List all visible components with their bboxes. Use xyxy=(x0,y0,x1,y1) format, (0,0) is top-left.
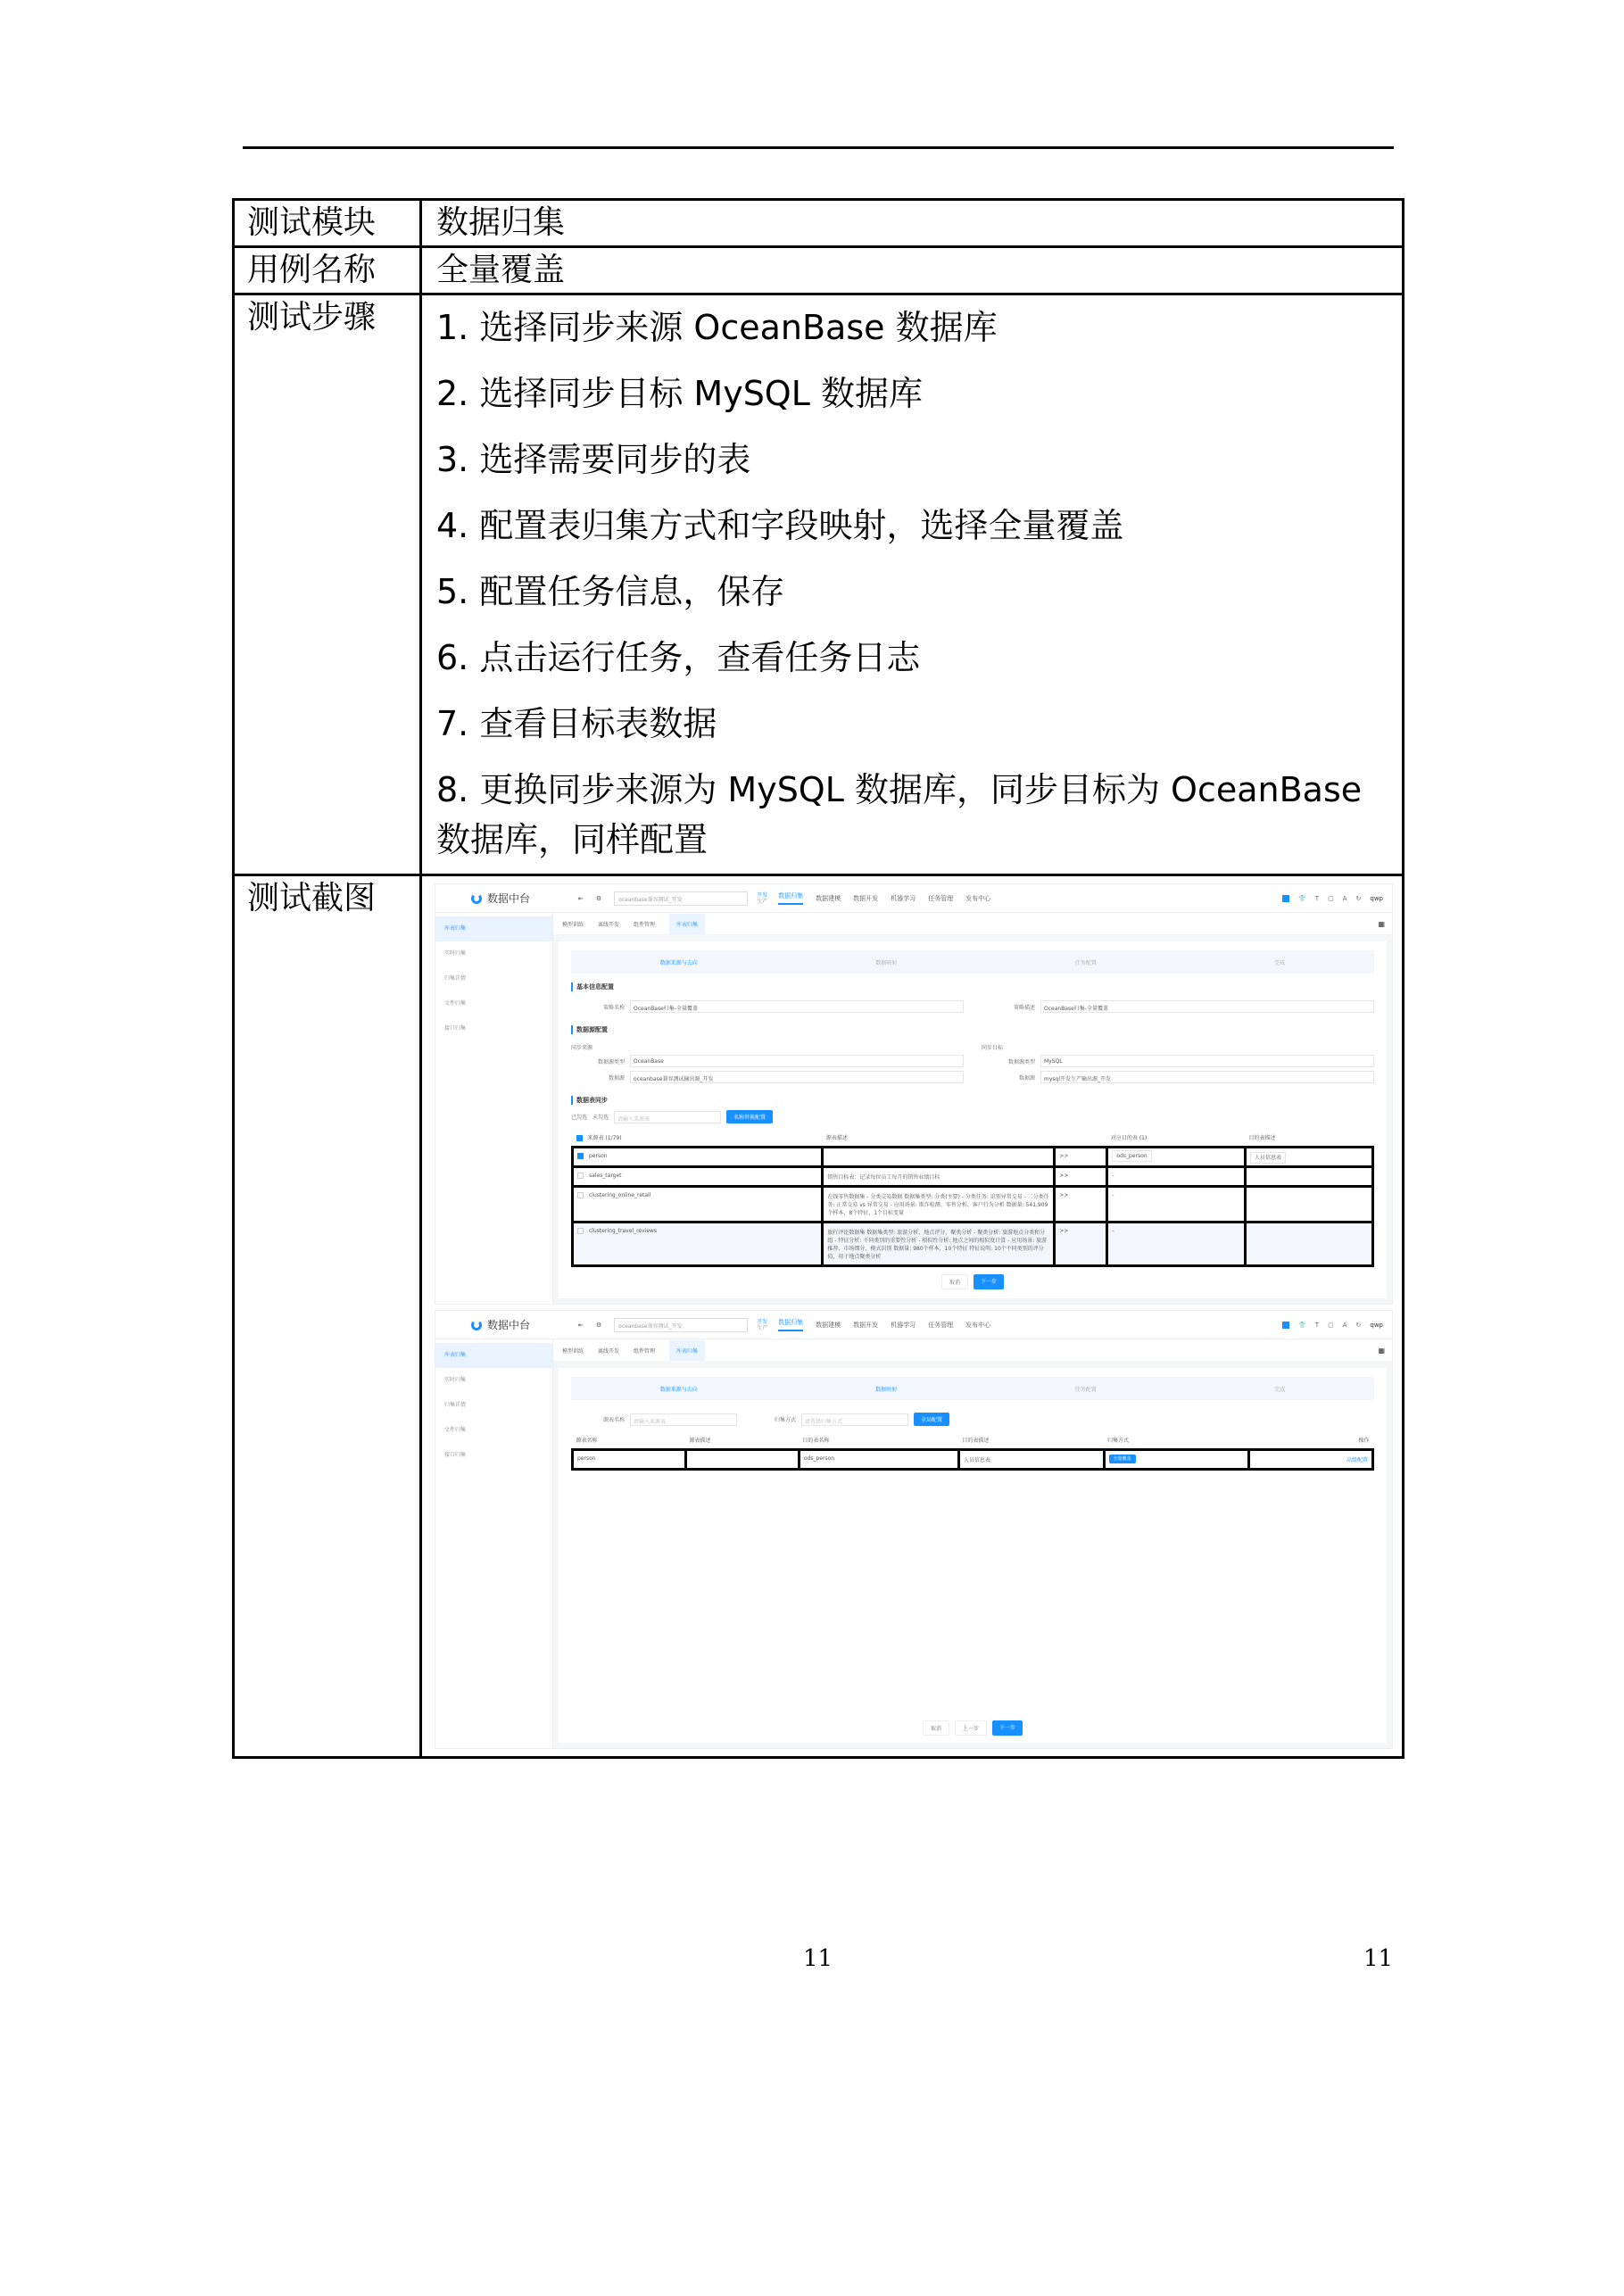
workspace-icon: ⚙ xyxy=(595,1321,602,1329)
tab-model-training[interactable]: 模型训练 xyxy=(562,921,584,928)
nav-task[interactable]: 任务管理 xyxy=(928,894,954,902)
nav-task[interactable]: 任务管理 xyxy=(928,1321,954,1329)
mode-tag[interactable]: 全量覆盖 xyxy=(1109,1455,1136,1463)
header-src-name: 源表名称 xyxy=(573,1431,686,1450)
header-arrow xyxy=(1055,1129,1107,1148)
wizard-step-4: 完成 xyxy=(1274,959,1286,966)
row-tdesc: 人员信息表 xyxy=(958,1450,1104,1470)
dst-ds-select[interactable]: mysql开发生产输出源_开发 xyxy=(1040,1071,1374,1083)
step-2: 2. 选择同步目标 MySQL 数据库 xyxy=(436,374,923,413)
refresh-icon[interactable]: ↻ xyxy=(1355,894,1362,902)
test-case-table xyxy=(232,198,1404,1759)
row-checkbox[interactable] xyxy=(577,1192,584,1198)
sidebar-item-realtime[interactable]: 实时归集 xyxy=(444,1377,467,1383)
target-desc-input[interactable]: 人员信息表 xyxy=(1250,1152,1286,1164)
shirt-icon[interactable]: 👕 xyxy=(1298,894,1306,902)
nav-ml[interactable]: 机器学习 xyxy=(891,1321,916,1329)
fullscreen-icon[interactable]: ▢ xyxy=(1328,1321,1334,1329)
font-size-icon[interactable]: T xyxy=(1314,894,1320,902)
tab-model-training[interactable]: 模型训练 xyxy=(562,1347,584,1355)
sidebar-item-table-collect[interactable]: 库表归集 xyxy=(435,916,552,941)
advanced-config-link[interactable]: 高级配置 xyxy=(1346,1457,1368,1463)
header-src-desc: 源表描述 xyxy=(685,1431,799,1450)
step-4: 4. 配置表归集方式和字段映射，选择全量覆盖 xyxy=(436,506,1124,545)
row-name: person xyxy=(589,1153,608,1159)
step-6: 6. 点击运行任务，查看任务日志 xyxy=(436,638,921,677)
sidebar-item-detail[interactable]: 归集详情 xyxy=(444,1402,467,1408)
row-src: person xyxy=(573,1450,686,1470)
wizard-step-1: 数据来源与去向 xyxy=(659,959,698,966)
header-src: 来源表 (1/79) xyxy=(587,1135,622,1141)
mapping-table xyxy=(571,1431,1374,1471)
user-menu[interactable]: qwp xyxy=(1370,1321,1383,1329)
tab-table-collect[interactable]: 库表归集 xyxy=(669,1340,705,1361)
env-prod[interactable]: 生产 xyxy=(757,898,768,905)
nav-data-collect[interactable]: 数据归集 xyxy=(778,891,803,905)
sidebar-item-realtime[interactable]: 实时归集 xyxy=(444,950,467,957)
row-arrow: >> xyxy=(1055,1223,1107,1266)
row-checkbox[interactable] xyxy=(577,1228,584,1234)
page-number-center: 11 xyxy=(803,1945,833,1972)
row-arrow: >> xyxy=(1055,1187,1107,1223)
next-button[interactable]: 下一步 xyxy=(992,1720,1023,1736)
env-switch[interactable] xyxy=(757,1319,767,1331)
steps-list xyxy=(421,294,1404,875)
src-ds-select[interactable]: oceanbase兼容测试输出源_开发 xyxy=(630,1071,964,1083)
header-rule xyxy=(243,146,1394,149)
logo-icon xyxy=(471,1320,482,1330)
src-type-label: 数据源类型 xyxy=(597,1058,625,1065)
wizard-steps xyxy=(571,1377,1374,1400)
src-name-input[interactable]: 请输入来源表 xyxy=(630,1413,737,1426)
table-row xyxy=(573,1223,1373,1266)
page-tabs xyxy=(553,913,1392,934)
wizard-step-4: 完成 xyxy=(1274,1386,1286,1393)
logo-text: 数据中台 xyxy=(487,892,531,905)
label-screenshots: 测试截图 xyxy=(234,875,421,1758)
label-case-name: 用例名称 xyxy=(234,247,421,294)
src-ds-label: 数据源 xyxy=(608,1074,625,1082)
workspace-select[interactable]: oceanbase兼容测试_开发 xyxy=(614,891,748,906)
nav-data-dev[interactable]: 数据开发 xyxy=(853,1321,879,1329)
cancel-button[interactable]: 取消 xyxy=(923,1720,949,1736)
screenshot-data-mapping xyxy=(435,1310,1393,1749)
rename-config-button[interactable]: 名称替换配置 xyxy=(726,1110,773,1123)
prev-button[interactable]: 上一步 xyxy=(955,1720,987,1736)
wizard-step-2: 数据映射 xyxy=(875,1386,898,1393)
screenshot-source-target xyxy=(435,883,1393,1305)
table-row xyxy=(573,1148,1373,1167)
row-name: sales_target xyxy=(589,1173,622,1179)
filter-checked[interactable]: 已勾选 xyxy=(571,1115,588,1121)
env-dev[interactable]: 开发 xyxy=(757,891,768,899)
refresh-icon[interactable]: ↻ xyxy=(1355,1321,1362,1329)
sidebar-item-api[interactable]: 接口归集 xyxy=(444,1025,467,1032)
theme-icon[interactable] xyxy=(1282,1322,1289,1329)
sidebar xyxy=(435,913,553,1304)
row-target: - xyxy=(1107,1187,1246,1223)
step-3: 3. 选择需要同步的表 xyxy=(436,440,751,479)
toolbar-icons xyxy=(1282,895,1383,902)
label-steps: 测试步骤 xyxy=(234,294,421,875)
desc-label: 策略描述 xyxy=(1013,1004,1035,1011)
dst-type-label: 数据源类型 xyxy=(1007,1058,1035,1065)
header-target: 对应目的表 (1) xyxy=(1107,1129,1246,1148)
row-desc: 旅行评论数据集 数据集类型: 旅游分析、地点评分、聚类分析 - 聚类分析: 旅游地点分类和分组 - 特征分析: 不同类别的重要性分析 - 相似性分析: 地点之间的相似度计算 - 应用场景: 旅游推荐、市场细分、模式识别 数据量: 980个样本，10个特征 特征说明: 10个不同类别的评分值，用于地点聚类分析 xyxy=(823,1223,1055,1266)
row-target: - xyxy=(1107,1167,1246,1187)
sidebar-item-detail[interactable]: 归集详情 xyxy=(444,975,467,982)
dst-ds-label: 数据源 xyxy=(1018,1074,1035,1082)
nav-ml[interactable]: 机器学习 xyxy=(891,894,916,902)
row-name: clustering_online_retail xyxy=(589,1192,651,1198)
grid-icon[interactable]: ▦ xyxy=(1378,1346,1385,1355)
value-case-name: 全量覆盖 xyxy=(421,247,1404,294)
step-8: 8. 更换同步来源为 MySQL 数据库，同步目标为 OceanBase 数据库，同样配置 xyxy=(436,770,1363,859)
cancel-button[interactable]: 取消 xyxy=(941,1274,968,1289)
mode-label: 归集方式 xyxy=(774,1417,796,1423)
logo-text: 数据中台 xyxy=(487,1319,531,1331)
nav-publish[interactable]: 发布中心 xyxy=(965,894,991,902)
top-bar xyxy=(435,1311,1392,1339)
strategy-name-input[interactable]: OceanBase归集-全量覆盖 xyxy=(630,1000,964,1013)
row-desc xyxy=(823,1148,1055,1167)
sidebar-item-file[interactable]: 文件归集 xyxy=(444,1427,467,1433)
src-name-label: 源表名称 xyxy=(602,1417,625,1423)
sidebar-item-file[interactable]: 文件归集 xyxy=(444,1000,467,1007)
row-name: clustering_travel_reviews xyxy=(589,1228,658,1234)
row-checkbox[interactable] xyxy=(577,1153,584,1159)
table-row xyxy=(573,1187,1373,1223)
grid-icon[interactable]: ▦ xyxy=(1378,919,1385,928)
collapse-icon[interactable]: ⇤ xyxy=(578,894,584,902)
section-datasource: 数据源配置 xyxy=(571,1025,1374,1034)
header-desc: 源表描述 xyxy=(823,1129,1055,1148)
table-search-input[interactable]: 请输入来源表 xyxy=(614,1111,721,1123)
section-basic: 基本信息配置 xyxy=(571,982,1374,991)
header-action: 操作 xyxy=(1249,1431,1373,1450)
header-mode: 归集方式 xyxy=(1104,1431,1249,1450)
sidebar-item-table-collect[interactable]: 库表归集 xyxy=(435,1343,552,1368)
header-target-desc: 目的表描述 xyxy=(958,1431,1104,1450)
sidebar xyxy=(435,1339,553,1748)
workspace-select[interactable]: oceanbase兼容测试_开发 xyxy=(614,1318,748,1332)
step-1: 1. 选择同步来源 OceanBase 数据库 xyxy=(436,308,998,347)
src-type-select[interactable]: OceanBase xyxy=(630,1055,964,1067)
page-tabs xyxy=(553,1339,1392,1361)
wizard-step-1: 数据来源与去向 xyxy=(659,1386,698,1393)
nav-data-model[interactable]: 数据建模 xyxy=(816,894,841,902)
shirt-icon[interactable]: 👕 xyxy=(1298,1321,1306,1329)
tab-component[interactable]: 组件管理 xyxy=(634,921,656,928)
tab-table-collect[interactable]: 库表归集 xyxy=(669,914,705,934)
nav-data-collect[interactable]: 数据归集 xyxy=(778,1318,803,1331)
page-number-right: 11 xyxy=(1363,1945,1394,1972)
strategy-desc-input[interactable]: OceanBase归集-全量覆盖 xyxy=(1040,1000,1374,1013)
source-table-list xyxy=(571,1129,1374,1267)
env-prod[interactable]: 生产 xyxy=(757,1324,768,1331)
value-module: 数据归集 xyxy=(421,200,1404,247)
header-target-name: 目的表名称 xyxy=(799,1431,958,1450)
wizard-step-3: 任务配置 xyxy=(1074,1386,1097,1393)
section-table-sync: 数据表同步 xyxy=(571,1096,1374,1105)
row-checkbox[interactable] xyxy=(577,1173,584,1179)
toolbar-icons xyxy=(1282,1322,1383,1329)
font-size-icon[interactable]: T xyxy=(1314,1321,1320,1329)
theme-icon[interactable] xyxy=(1282,895,1289,902)
screenshots-cell xyxy=(421,875,1404,1758)
sidebar-item-api[interactable]: 接口归集 xyxy=(444,1452,467,1458)
dst-type-select[interactable]: MySQL xyxy=(1040,1055,1374,1067)
row-desc: 在线零售数据集 - 分类交易数据 数据集类型: 分类(主要) - 分类任务: 识别异常交易 - 二分类任务: 正常交易 vs 异常交易 - 应用场景: 欺诈检测、零售分析、客户行为分析 数据量: 541,909个样本，8个特征，1个目标变量 xyxy=(823,1187,1055,1223)
table-row xyxy=(573,1167,1373,1187)
table-row xyxy=(573,1450,1373,1470)
top-bar xyxy=(435,884,1392,913)
row-desc: 销售目标表：记录每位员工每月的销售业绩目标 xyxy=(823,1167,1055,1187)
env-dev[interactable]: 开发 xyxy=(757,1318,768,1325)
wizard-step-2: 数据映射 xyxy=(875,959,898,966)
translate-icon[interactable]: A xyxy=(1342,1321,1347,1329)
logo xyxy=(444,1317,578,1332)
mode-select[interactable]: 请选择归集方式 xyxy=(801,1413,908,1426)
logo xyxy=(444,891,578,906)
filter-unchecked[interactable]: 未勾选 xyxy=(592,1115,609,1121)
dst-title: 同步目标 xyxy=(982,1045,1004,1051)
workspace-icon: ⚙ xyxy=(595,894,602,902)
wizard-steps xyxy=(571,950,1374,974)
row-target: ods_person xyxy=(799,1450,958,1470)
user-menu[interactable]: qwp xyxy=(1370,894,1383,902)
logo-icon xyxy=(471,893,482,904)
step-5: 5. 配置任务信息，保存 xyxy=(436,572,785,611)
nav-data-model[interactable]: 数据建模 xyxy=(816,1321,841,1329)
header-tdesc: 目的表描述 xyxy=(1246,1129,1373,1148)
label-module: 测试模块 xyxy=(234,200,421,247)
row-desc xyxy=(685,1450,799,1470)
nav-data-dev[interactable]: 数据开发 xyxy=(853,894,879,902)
select-all-checkbox[interactable] xyxy=(576,1135,583,1141)
row-arrow: >> xyxy=(1055,1148,1107,1167)
row-arrow: >> xyxy=(1055,1167,1107,1187)
next-button[interactable]: 下一步 xyxy=(974,1274,1004,1289)
target-table-input[interactable]: ods_person xyxy=(1112,1150,1151,1162)
tab-offline-dev[interactable]: 离线开发 xyxy=(598,1347,620,1355)
src-title: 同步来源 xyxy=(571,1045,593,1051)
fullscreen-icon[interactable]: ▢ xyxy=(1328,894,1334,902)
tab-component[interactable]: 组件管理 xyxy=(634,1347,656,1355)
name-label: 策略名称 xyxy=(602,1004,625,1011)
env-switch[interactable] xyxy=(757,892,767,905)
collapse-icon[interactable]: ⇤ xyxy=(578,1321,584,1329)
row-target: - xyxy=(1107,1223,1246,1266)
tab-offline-dev[interactable]: 离线开发 xyxy=(598,921,620,928)
nav-publish[interactable]: 发布中心 xyxy=(965,1321,991,1329)
global-config-button[interactable]: 全局配置 xyxy=(914,1413,949,1426)
step-7: 7. 查看目标表数据 xyxy=(436,704,717,743)
translate-icon[interactable]: A xyxy=(1342,894,1347,902)
wizard-step-3: 任务配置 xyxy=(1074,959,1097,966)
